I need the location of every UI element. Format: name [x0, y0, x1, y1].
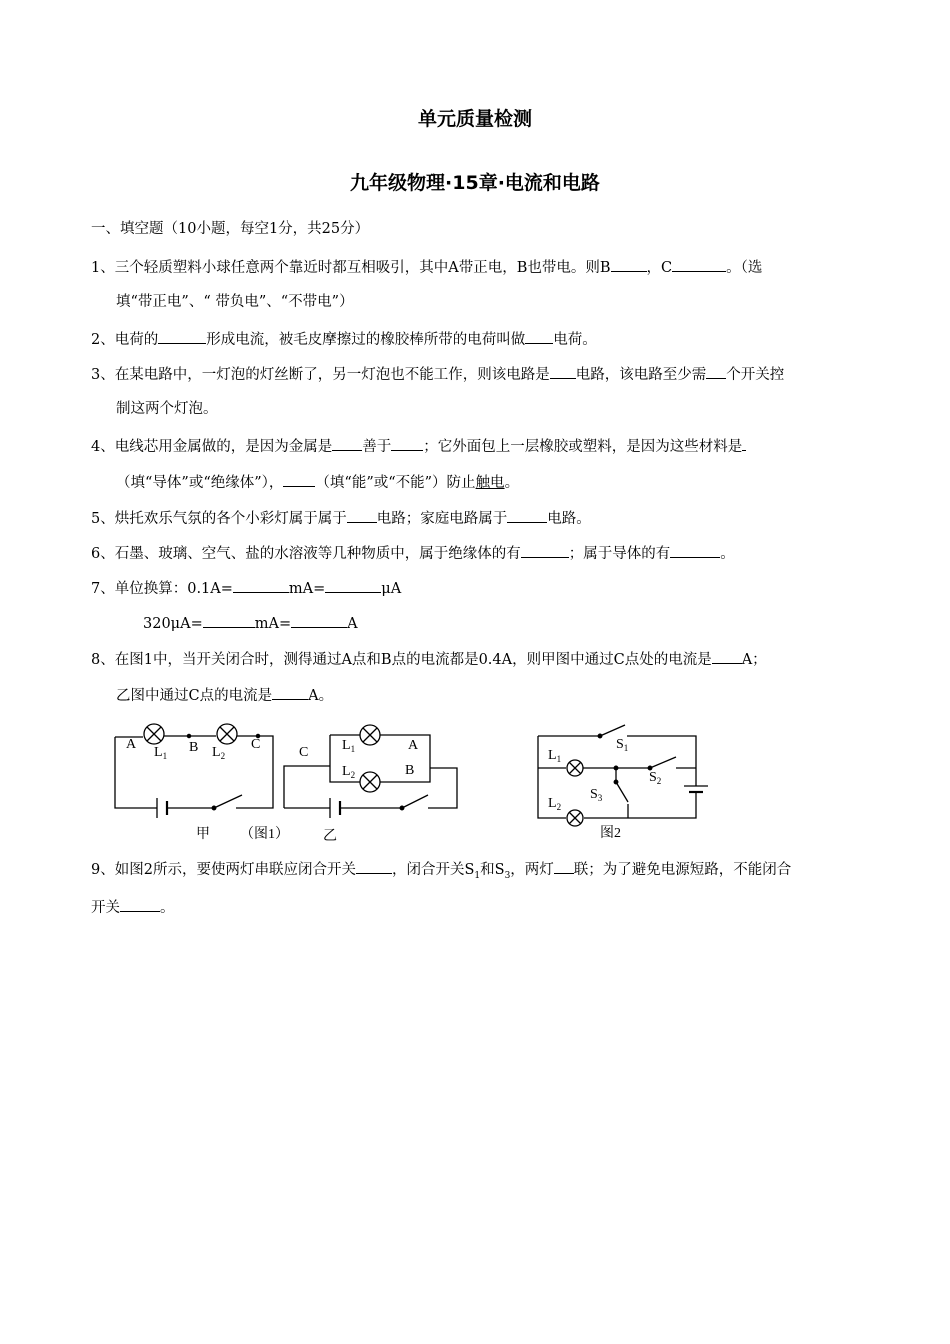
q4-text-d: （填“导体”或“绝缘体”）， — [116, 475, 284, 491]
q7-blank-4 — [291, 612, 347, 628]
question-5 — [91, 507, 591, 529]
label-s3: $S_3$ — [590, 787, 603, 803]
q5-blank-1 — [347, 507, 377, 523]
q4-text-e: （填“能”或“不能”）防止 — [315, 475, 476, 491]
q7-text-a: 7、单位换算：0.1A= — [91, 581, 233, 597]
question-1-line-1 — [91, 256, 762, 278]
question-8-line-2 — [116, 684, 333, 706]
q7-text-d: 320μA= — [143, 616, 203, 632]
question-4-line-1 — [91, 435, 746, 457]
yi-wire-right — [428, 768, 457, 808]
q4-blank-1 — [332, 435, 362, 451]
q4-text-a: 4、电线芯用金属做的，是因为金属是 — [91, 439, 333, 455]
q7-text-c: μA — [381, 581, 402, 597]
label-c-jia: C — [251, 737, 261, 752]
q5-text-c: 电路。 — [547, 511, 591, 527]
q1-blank-c — [672, 256, 726, 272]
q4-text-b: 善于 — [362, 439, 392, 455]
question-8-line-1 — [91, 648, 767, 670]
q3-blank-2 — [706, 363, 726, 379]
lamp-l1-cross — [147, 727, 161, 741]
switch-s2-icon — [650, 757, 676, 768]
q1-text-a: 1、三个轻质塑料小球任意两个靠近时都互相吸引，其中A带正电，B也带电。则B — [91, 260, 611, 276]
figure-2-caption: 图2 — [600, 826, 621, 841]
label-yi: 乙 — [323, 829, 337, 844]
q8-text-c: 乙图中通过C点的电流是 — [116, 688, 273, 704]
node-b-jia — [187, 734, 190, 737]
q4-text-g: 。 — [504, 475, 520, 491]
figure-1-jia-circuit — [115, 724, 273, 818]
q4-text-f: 触电 — [475, 475, 505, 491]
q9-text-d: ，两灯 — [510, 862, 554, 878]
q1-blank-b — [611, 256, 647, 272]
q9-blank-1 — [356, 858, 392, 874]
label-s2: $S_2$ — [649, 770, 662, 786]
switch-jia-icon — [214, 795, 242, 808]
q3-text-a: 3、在某电路中，一灯泡的灯丝断了，另一灯泡也不能工作，则该电路是 — [91, 367, 550, 383]
q7-text-f: A — [347, 616, 358, 632]
question-4-line-2 — [116, 471, 519, 493]
q6-text-c: 。 — [720, 546, 735, 562]
q8-text-d: A。 — [308, 688, 334, 704]
q5-text-a: 5、烘托欢乐气氛的各个小彩灯属于属于 — [91, 511, 347, 527]
question-2 — [91, 328, 597, 350]
yi-wire-left — [284, 766, 330, 808]
question-6 — [91, 542, 735, 564]
page-title: 单元质量检测 — [417, 108, 532, 130]
figure-1-yi-circuit — [284, 725, 457, 818]
q9-text-e: 联；为了避免电源短路，不能闭合 — [573, 862, 792, 878]
q9-text-b: ，闭合开关S — [391, 862, 475, 878]
q7-blank-2 — [325, 577, 381, 593]
label-l1-fig2: $L_1$ — [548, 748, 562, 764]
q7-text-e: mA= — [254, 616, 292, 632]
question-9-line-1 — [91, 858, 791, 886]
label-jia: 甲 — [196, 827, 210, 842]
question-7-line-1 — [91, 577, 401, 599]
q4-text-c: ；它外面包上一层橡胶或塑料，是因为这些材料是 — [423, 439, 743, 455]
lamp-l2-cross — [220, 727, 234, 741]
question-1-line-2: 填“带正电”、“ 带负电”、“不带电”） — [116, 294, 354, 310]
lamp-l1-fig2-cross — [569, 762, 581, 774]
label-l1-yi: $L_1$ — [342, 738, 356, 754]
label-c-yi: C — [299, 745, 309, 760]
q6-text-b: ；属于导体的有 — [568, 546, 671, 562]
q3-text-b: 电路，该电路至少需 — [575, 367, 707, 383]
q2-blank-2 — [525, 328, 553, 344]
q9-blank-2 — [554, 858, 574, 874]
label-l2-jia: $L_2$ — [212, 745, 226, 761]
question-9-line-2 — [91, 896, 175, 918]
q2-text-c: 电荷。 — [553, 332, 597, 348]
q7-blank-1 — [233, 577, 289, 593]
q3-text-c: 个开关控 — [726, 367, 785, 383]
label-s1: $S_1$ — [616, 737, 629, 753]
q8-blank-1 — [712, 648, 742, 664]
label-l1-jia: $L_1$ — [154, 745, 168, 761]
q5-blank-2 — [507, 507, 547, 523]
q3-blank-1 — [550, 363, 576, 379]
page-subtitle: 九年级物理·15章·电流和电路 — [350, 172, 600, 194]
circuit-figures — [0, 712, 950, 852]
q9-sub-1: 1 — [474, 870, 481, 881]
q4-blank-2 — [391, 435, 423, 451]
q6-blank-2 — [670, 542, 720, 558]
label-l2-fig2: $L_2$ — [548, 796, 562, 812]
q8-text-a: 8、在图1中，当开关闭合时，测得通过A点和B点的电流都是0.4A，则甲图中通过C点处的电流是 — [91, 652, 712, 668]
label-a-jia: A — [126, 737, 137, 752]
switch-s3-icon — [616, 782, 628, 802]
section-heading: 一、填空题（10小题，每空1分，共25分） — [91, 221, 370, 237]
q9-text-a: 9、如图2所示，要使两灯串联应闭合开关 — [91, 862, 356, 878]
q2-text-a: 2、电荷的 — [91, 332, 159, 348]
q2-blank-1 — [158, 328, 206, 344]
q9-text-g: 。 — [160, 900, 175, 916]
label-b-yi: B — [405, 763, 415, 778]
q9-blank-3 — [120, 896, 160, 912]
q4-blank-3 — [742, 435, 746, 451]
q9-text-c: 和S — [480, 862, 505, 878]
q9-text-f: 开关 — [91, 900, 120, 916]
q2-text-b: 形成电流，被毛皮摩擦过的橡胶棒所带的电荷叫做 — [206, 332, 526, 348]
q1-text-b: ，C — [646, 260, 673, 276]
lamp-l2-fig2-cross — [569, 812, 581, 824]
switch-yi-icon — [402, 795, 428, 808]
label-l2-yi: $L_2$ — [342, 764, 356, 780]
q7-blank-3 — [203, 612, 255, 628]
q6-text-a: 6、石墨、玻璃、空气、盐的水溶液等几种物质中，属于绝缘体的有 — [91, 546, 521, 562]
q8-text-b: A； — [741, 652, 767, 668]
switch-s1-icon — [600, 725, 625, 736]
label-a-yi: A — [408, 738, 419, 753]
question-3-line-2: 制这两个灯泡。 — [116, 401, 218, 417]
q6-blank-1 — [521, 542, 569, 558]
label-b-jia: B — [189, 740, 199, 755]
q1-text-c: 。（选 — [726, 260, 763, 276]
question-3-line-1 — [91, 363, 784, 385]
q5-text-b: 电路；家庭电路属于 — [376, 511, 508, 527]
question-7-line-2 — [143, 612, 358, 634]
q8-blank-2 — [272, 684, 308, 700]
q7-text-b: mA= — [288, 581, 326, 597]
q4-blank-4 — [283, 471, 315, 487]
q9-sub-3: 3 — [504, 870, 511, 881]
figure-1-caption: （图1） — [240, 827, 289, 842]
